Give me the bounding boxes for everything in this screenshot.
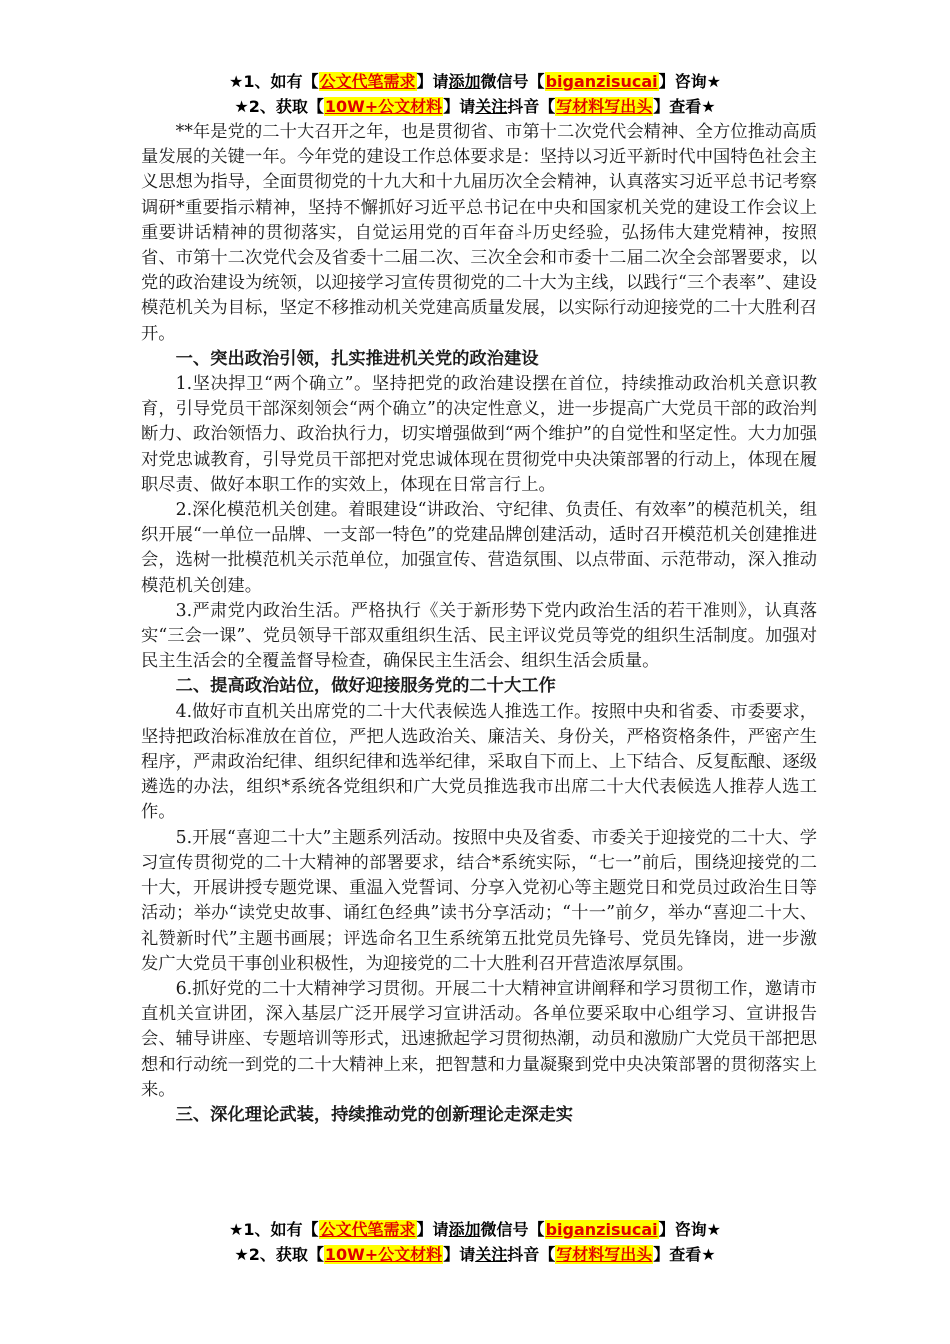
promo-text: 抖音【	[507, 1245, 556, 1264]
promo-underlined: 关注	[475, 97, 508, 116]
bottom-promo-line-2	[0, 1243, 950, 1267]
promo-underlined: 关注	[475, 1245, 508, 1264]
promo-douyin-id: 写材料写出头	[556, 1245, 653, 1264]
item-6-paragraph: 6.抓好党的二十大精神学习贯彻。开展二十大精神宣讲阐释和学习贯彻工作，邀请市直机关宣讲团，深入基层广泛开展学习宣讲活动。各单位要采取中心组学习、宣讲报告会、辅导讲座、专题培训等形式，迅速掀起学习贯彻热潮，动员和激励广大党员干部把思想和行动统一到党的二十大精神上来，把智慧和力量凝聚到党中央决策部署的贯彻落实上来。	[141, 978, 817, 1100]
item-1-paragraph: 1.坚决捍卫“两个确立”。坚持把党的政治建设摆在首位，持续推动政治机关意识教育，引导党员干部深刻领会“两个确立”的决定性意义，进一步提高广大党员干部的政治判断力、政治领悟力、政治执行力，切实增强做到“两个维护”的自觉性和坚定性。大力加强对党忠诚教育，引导党员干部把对党忠诚体现在贯彻党中央决策部署的行动上，体现在履职尽责、做好本职工作的实效上，体现在日常言行上。	[141, 374, 817, 495]
item-3-paragraph: 3.严肃党内政治生活。严格执行《关于新形势下党内政治生活的若干准则》，认真落实“三会一课”、党员领导干部双重组织生活、民主评议党员等党的组织生活制度。加强对民主生活会的全覆盖督导检查，确保民主生活会、组织生活会质量。	[141, 600, 817, 672]
promo-text: 微信号【	[480, 72, 545, 91]
promo-text: 】查看★	[653, 97, 716, 116]
promo-text: ★2、获取【	[234, 97, 324, 116]
promo-text: ★1、如有【	[229, 72, 319, 91]
promo-highlight: 10W+公文材料	[324, 97, 443, 116]
item-4-paragraph: 4.做好市直机关出席党的二十大代表候选人推选工作。按照中央和省委、市委要求，坚持把政治标准放在首位，严把人选政治关、廉洁关、身份关，严格资格条件，严密产生程序，严肃政治纪律、组织纪律和选举纪律，采取自下而上、上下结合、反复酝酿、逐级遴选的办法，组织*系统各党组织和广大党员推选我市出席二十大代表候选人推荐人选工作。	[141, 701, 817, 823]
promo-underlined: 添加	[448, 72, 481, 91]
promo-highlight: 公文代笔需求	[319, 72, 416, 91]
promo-text: 】咨询★	[658, 72, 721, 91]
document-body	[141, 120, 817, 1128]
bottom-promo-line-1	[0, 1218, 950, 1242]
promo-text: 】请	[416, 72, 449, 91]
promo-text: ★1、如有【	[229, 1220, 319, 1239]
item-2-paragraph: 2.深化模范机关创建。着眼建设“讲政治、守纪律、负责任、有效率”的模范机关，组织开展“一单位一品牌、一支部一特色”的党建品牌创建活动，适时召开模范机关创建推进会，选树一批模范机关示范单位，加强宣传、营造氛围、以点带面、示范带动，深入推动模范机关创建。	[141, 500, 817, 596]
promo-text: 抖音【	[507, 97, 556, 116]
promo-text: 】请	[416, 1220, 449, 1239]
promo-text: 】查看★	[653, 1245, 716, 1264]
top-promo-line-2	[0, 95, 950, 119]
promo-text: 微信号【	[480, 1220, 545, 1239]
promo-text: 】咨询★	[658, 1220, 721, 1239]
promo-text: 】请	[443, 97, 476, 116]
intro-paragraph: **年是党的二十大召开之年，也是贯彻省、市第十二次党代会精神、全方位推动高质量发展的关键一年。今年党的建设工作总体要求是：坚持以习近平新时代中国特色社会主义思想为指导，全面贯彻党的十九大和十九届历次全会精神，认真落实习近平总书记考察调研*重要指示精神，坚持不懈抓好习近平总书记在中央和国家机关党的建设工作会议上重要讲话精神的贯彻落实，自觉运用党的百年奋斗历史经验，弘扬伟大建党精神，按照省、市第十二次党代会及省委十二届二次、三次全会和市委十二届二次全会部署要求，以党的政治建设为统领，以迎接学习宣传贯彻党的二十大为主线，以践行“三个表率”、建设模范机关为目标，坚定不移推动机关党建高质量发展，以实际行动迎接党的二十大胜利召开。	[141, 122, 817, 344]
promo-douyin-id: 写材料写出头	[556, 97, 653, 116]
section-3-heading: 三、深化理论武装，持续推动党的创新理论走深走实	[175, 1104, 574, 1125]
top-promo-line-1	[0, 70, 950, 94]
promo-wechat-id: biganzisucai	[545, 1220, 658, 1239]
promo-text: 】请	[443, 1245, 476, 1264]
section-1-heading: 一、突出政治引领，扎实推进机关党的政治建设	[175, 348, 539, 369]
promo-wechat-id: biganzisucai	[545, 72, 658, 91]
promo-highlight: 10W+公文材料	[324, 1245, 443, 1264]
promo-underlined: 添加	[448, 1220, 481, 1239]
promo-highlight: 公文代笔需求	[319, 1220, 416, 1239]
promo-text: ★2、获取【	[234, 1245, 324, 1264]
item-5-paragraph: 5.开展“喜迎二十大”主题系列活动。按照中央及省委、市委关于迎接党的二十大、学习宣传贯彻党的二十大精神的部署要求，结合*系统实际，“七一”前后，围绕迎接党的二十大，开展讲授专题党课、重温入党誓词、分享入党初心等主题党日和党员过政治生日等活动；举办“读党史故事、诵红色经典”读书分享活动；“十一”前夕，举办“喜迎二十大、礼赞新时代”主题书画展；评选命名卫生系统第五批党员先锋号、党员先锋岗，进一步激发广大党员干事创业积极性，为迎接党的二十大胜利召开营造浓厚氛围。	[141, 827, 817, 974]
section-2-heading: 二、提高政治站位，做好迎接服务党的二十大工作	[175, 676, 556, 697]
